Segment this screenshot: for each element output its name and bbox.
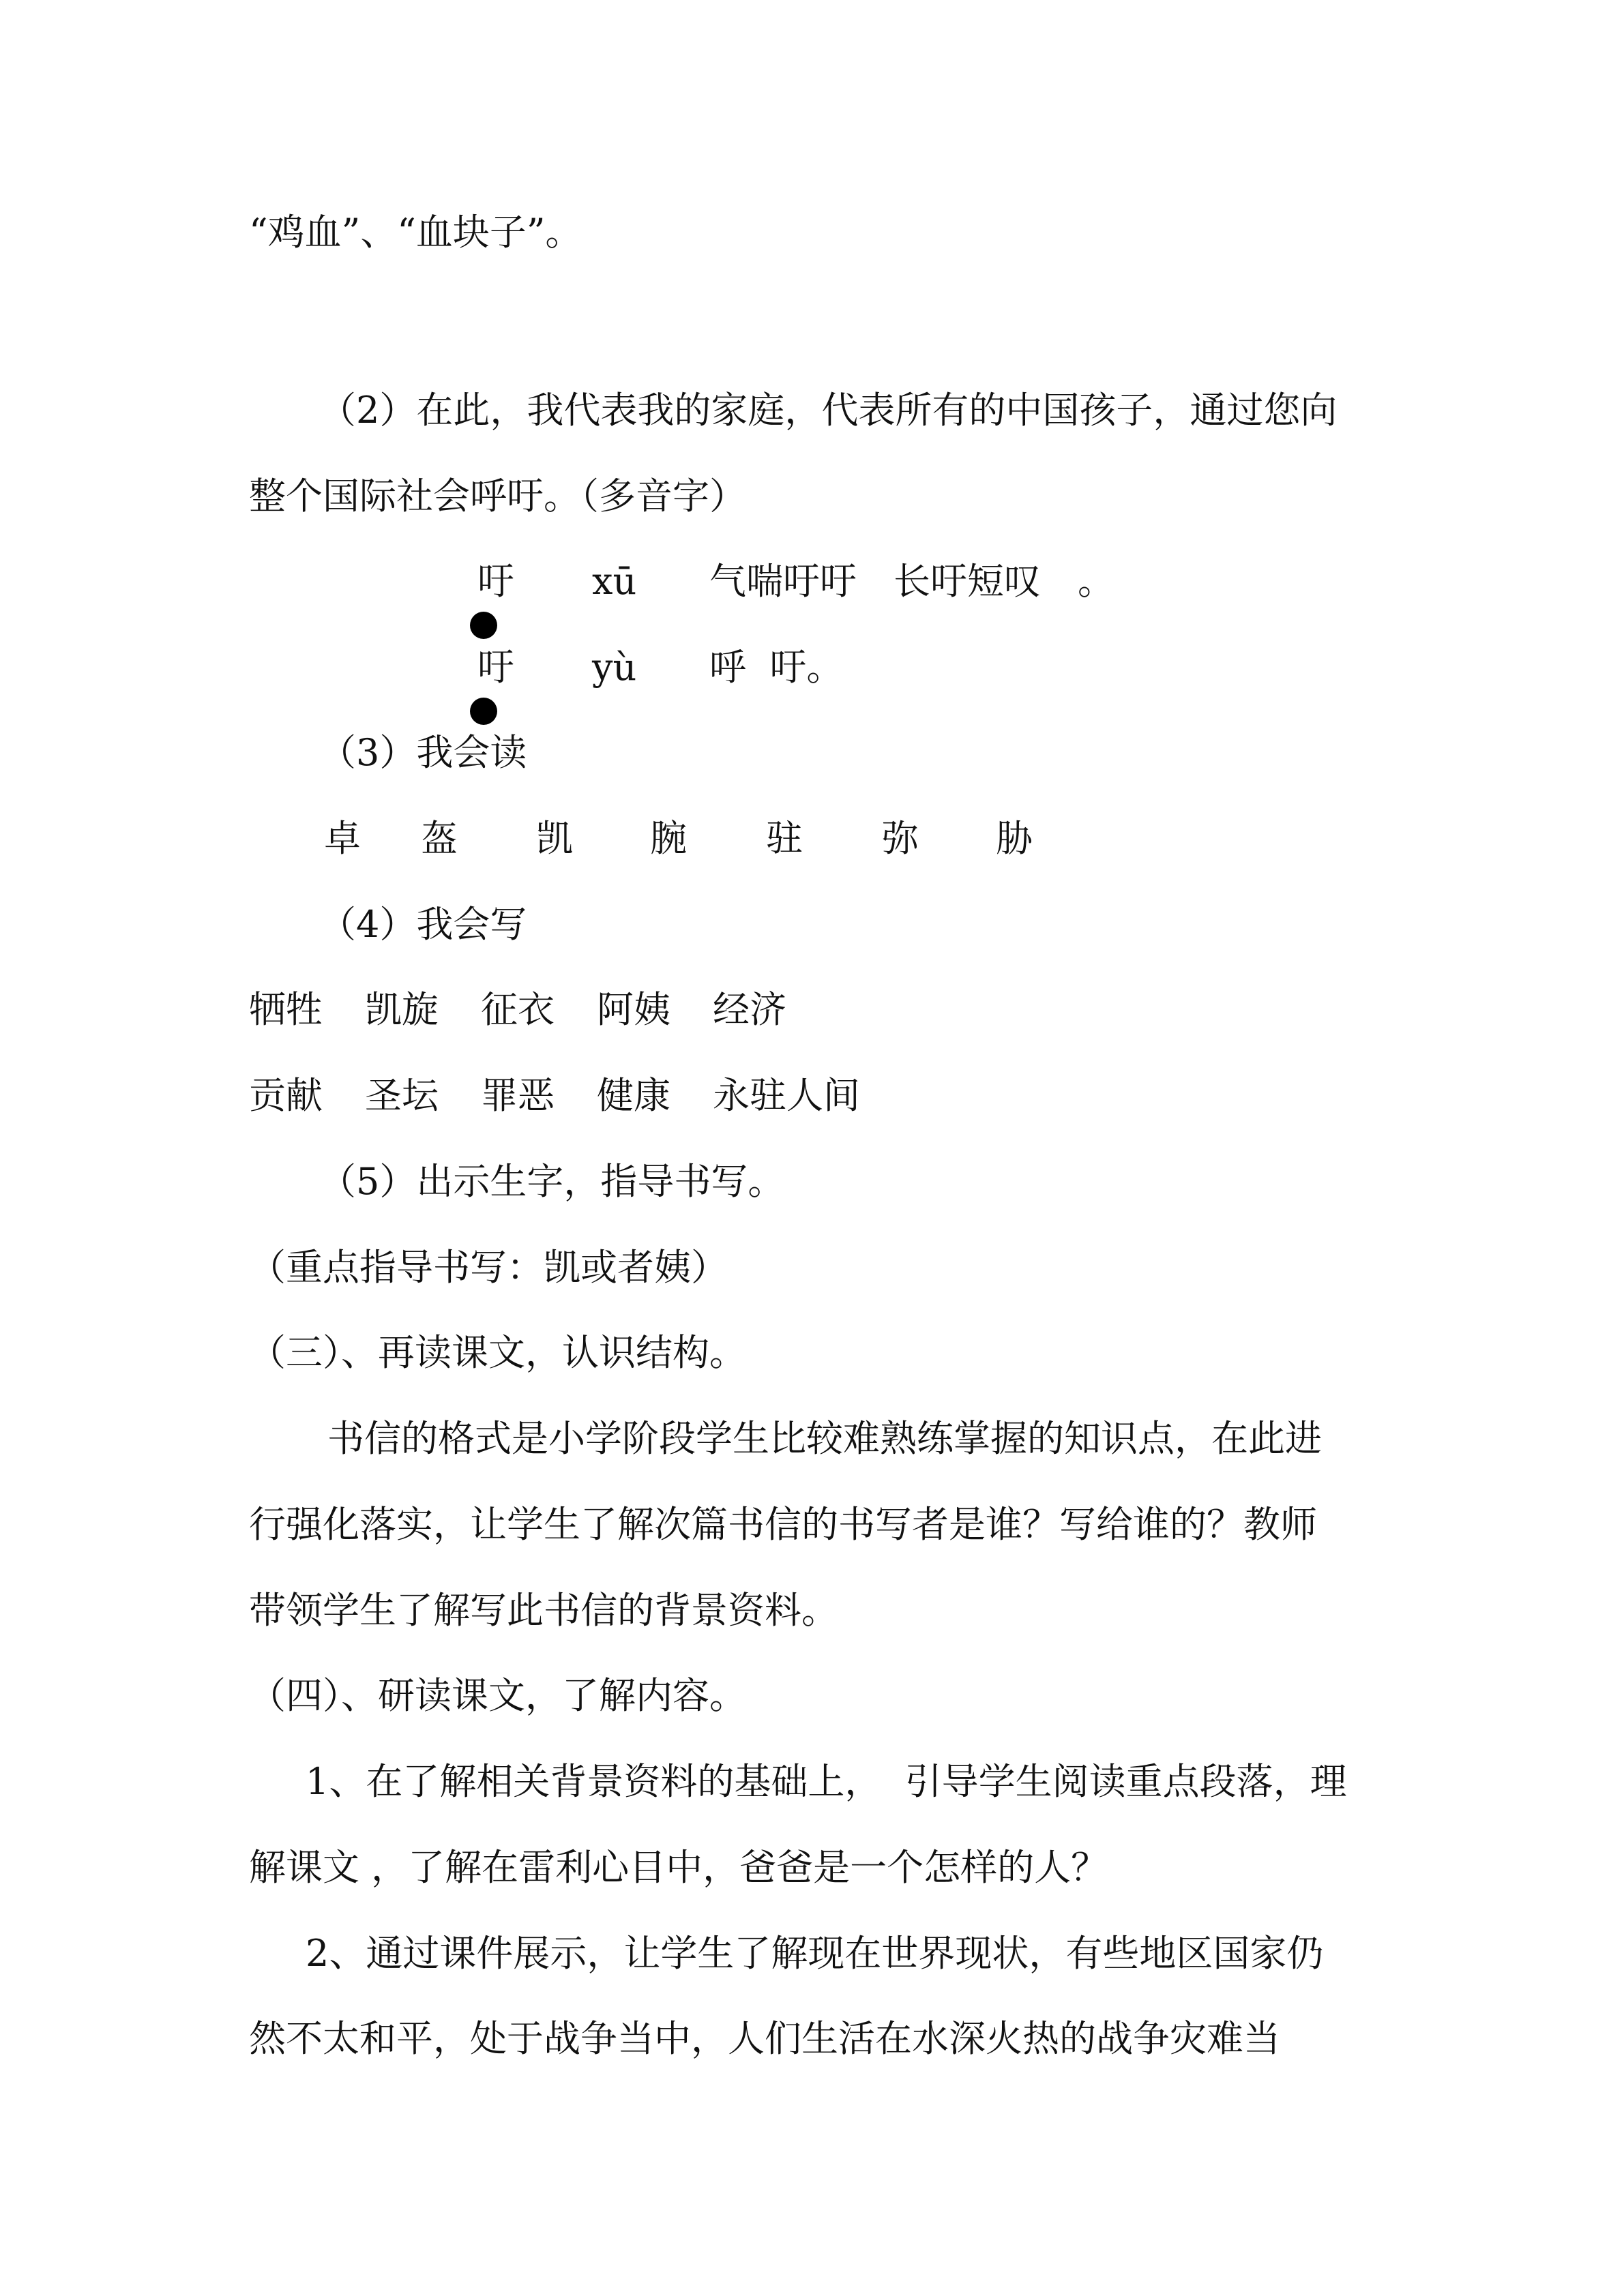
write-word: 阿姨 <box>597 988 670 1031</box>
write-word: 圣坛 <box>365 1074 439 1117</box>
text-line: （2）在此，我代表我的家庭，代表所有的中国孩子，通过您向 <box>319 389 1338 432</box>
section-heading: （3）我会读 <box>319 731 527 774</box>
write-word: 牺牲 <box>249 988 323 1031</box>
write-word: 健康 <box>597 1074 670 1117</box>
text-line: 2、通过课件展示，让学生了解现在世界现状，有些地区国家仍 <box>306 1932 1324 1975</box>
example-words: 气喘吁吁 长吁短叹 。 <box>709 560 1114 603</box>
section-heading: （4）我会写 <box>319 903 527 946</box>
section-heading: （四）、研读课文，了解内容。 <box>249 1674 746 1717</box>
write-word: 经济 <box>713 988 786 1031</box>
read-char: 弥 <box>882 817 919 860</box>
pinyin: yù <box>592 646 637 689</box>
text-line: 然不太和平，处于战争当中，人们生活在水深火热的战争灾难当 <box>249 2017 1280 2060</box>
text-line: 1、在了解相关背景资料的基础上， 引导学生阅读重点段落，理 <box>306 1760 1347 1803</box>
text-line: 书信的格式是小学阶段学生比较难熟练掌握的知识点，在此进 <box>327 1417 1322 1460</box>
read-char: 凯 <box>536 817 573 860</box>
read-char: 腕 <box>650 817 687 860</box>
pinyin: xū <box>592 560 637 603</box>
text-line: 带领学生了解写此书信的背景资料。 <box>249 1589 838 1632</box>
write-word: 征衣 <box>481 988 555 1031</box>
write-word: 永驻人间 <box>713 1074 860 1117</box>
write-word: 凯旋 <box>365 988 439 1031</box>
write-word: 贡献 <box>249 1074 323 1117</box>
text-line: （重点指导书写：凯或者姨） <box>249 1246 728 1289</box>
section-heading: （三）、再读课文，认识结构。 <box>249 1331 746 1374</box>
read-char: 驻 <box>766 817 803 860</box>
text-line: 整个国际社会呼吁。（多音字） <box>249 475 746 518</box>
text-line: 行强化落实，让学生了解次篇书信的书写者是谁？写给谁的？教师 <box>249 1503 1317 1546</box>
example-words: 呼 吁。 <box>709 646 844 689</box>
read-char: 卓 <box>324 817 361 860</box>
polyphone-char: 吁 <box>477 646 514 689</box>
text-line: 解课文 ，了解在雷利心目中，爸爸是一个怎样的人？ <box>249 1846 1108 1889</box>
bullet-icon <box>470 698 497 725</box>
read-char: 盔 <box>421 817 458 860</box>
write-word: 罪恶 <box>481 1074 555 1117</box>
bullet-icon <box>470 612 497 639</box>
section-heading: （5）出示生字，指导书写。 <box>319 1160 785 1203</box>
read-char: 胁 <box>996 817 1033 860</box>
polyphone-char: 吁 <box>477 560 514 603</box>
text-line: “鸡血”、“血块子”。 <box>249 211 582 254</box>
